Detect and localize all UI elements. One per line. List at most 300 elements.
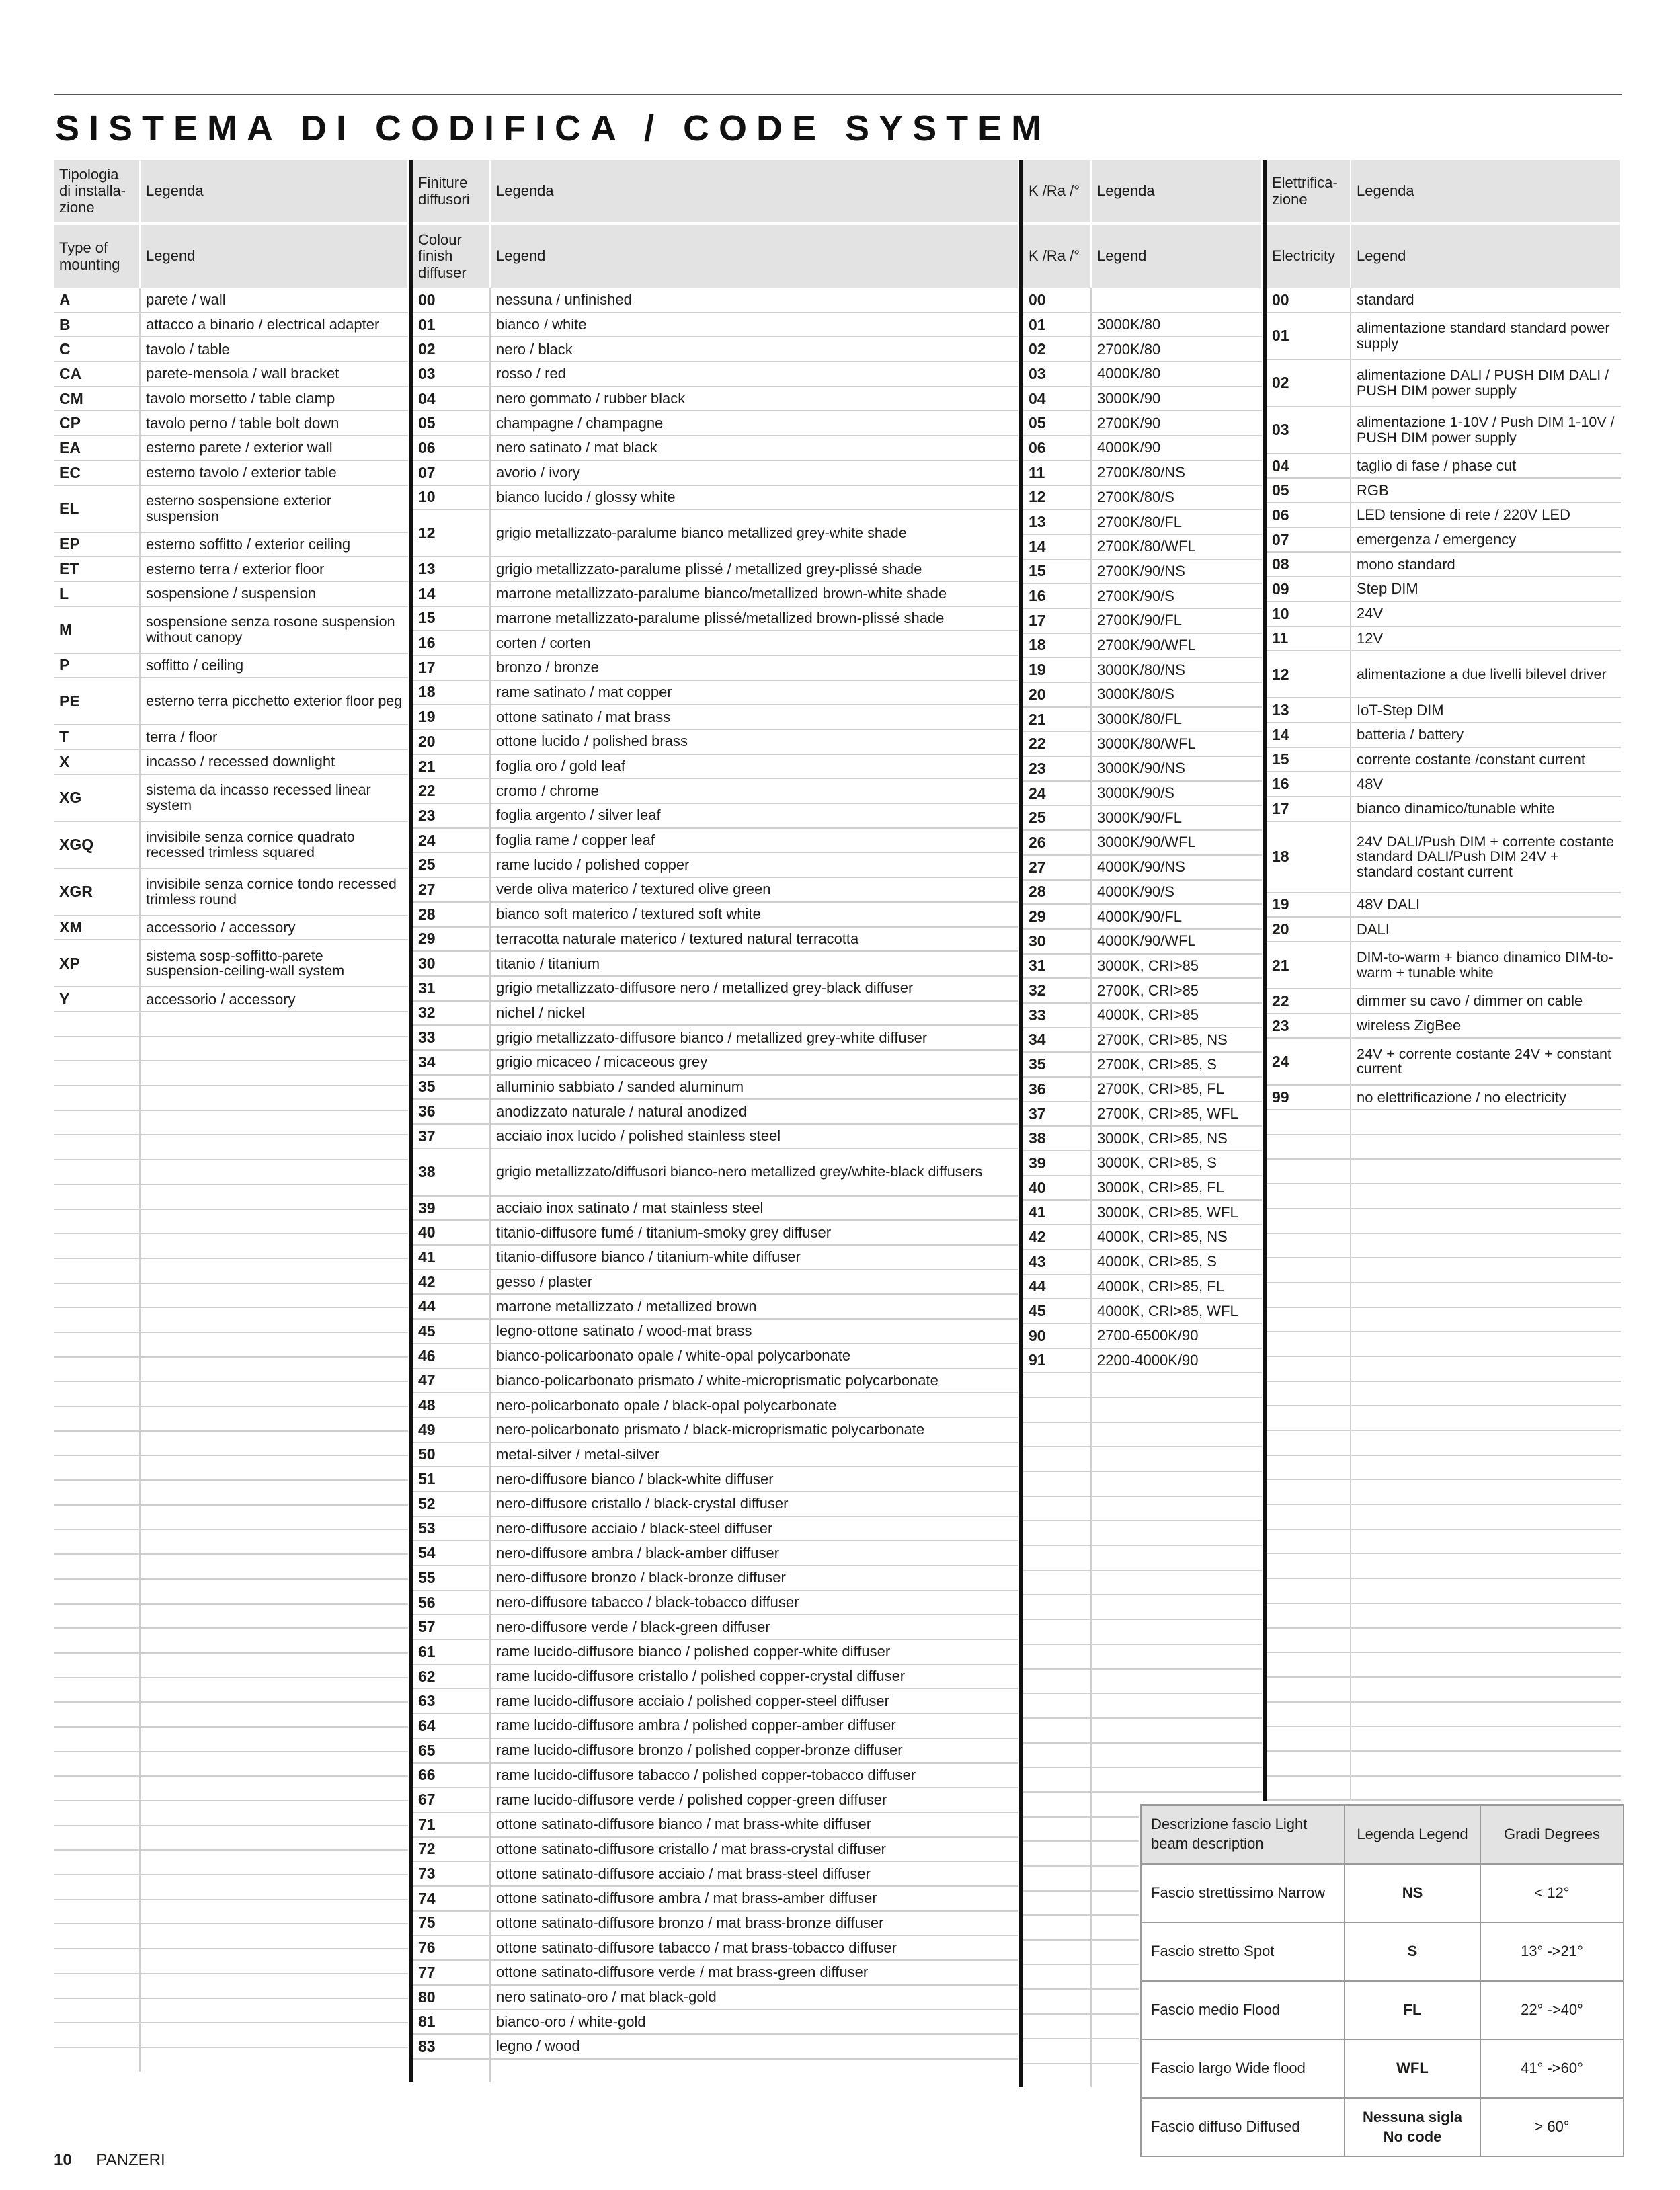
code-row xyxy=(1265,552,1621,577)
code-cell: 15 xyxy=(1265,747,1351,772)
code-cell: A xyxy=(54,288,140,313)
empty-row xyxy=(1265,1406,1621,1430)
legend-cell: ottone satinato-diffusore cristallo / mat brass-crystal diffuser xyxy=(490,1837,1018,1862)
empty-row xyxy=(1265,1504,1621,1529)
code-row xyxy=(1021,1274,1262,1299)
code-row xyxy=(54,749,408,774)
legend-cell: invisibile senza cornice quadrato recessed trimless squared xyxy=(140,821,408,868)
legend-cell: 4000K/90/S xyxy=(1091,880,1262,905)
code-cell: 02 xyxy=(1265,360,1351,407)
legend-cell: acciaio inox lucido / polished stainless steel xyxy=(490,1124,1018,1149)
code-cell: 31 xyxy=(411,976,490,1001)
legend-cell: dimmer su cavo / dimmer on cable xyxy=(1351,989,1621,1014)
code-row xyxy=(54,460,408,485)
code-row xyxy=(1021,1077,1262,1102)
legend-cell: 4000K, CRI>85 xyxy=(1091,1003,1262,1028)
legend-cell: nero satinato-oro / mat black-gold xyxy=(490,1985,1018,2010)
empty-cell xyxy=(1091,1570,1262,1595)
empty-cell xyxy=(54,1801,140,1826)
code-row xyxy=(411,902,1018,927)
legend-cell: alimentazione 1-10V / Push DIM 1-10V / PUSH DIM power supply xyxy=(1351,407,1621,454)
code-row xyxy=(411,1124,1018,1149)
legend-cell: 2700K/80/FL xyxy=(1091,510,1262,534)
empty-cell xyxy=(54,1604,140,1629)
empty-row xyxy=(1265,1776,1621,1801)
legend-cell: sistema da incasso recessed linear system xyxy=(140,774,408,821)
legend-cell: soffitto / ceiling xyxy=(140,653,408,678)
empty-cell xyxy=(1265,1751,1351,1776)
code-cell: 04 xyxy=(411,387,490,411)
empty-cell xyxy=(1265,1233,1351,1258)
code-cell: 21 xyxy=(411,754,490,779)
empty-row xyxy=(1265,1307,1621,1332)
empty-cell xyxy=(140,1110,408,1135)
legend-cell: no elettrificazione / no electricity xyxy=(1351,1085,1621,1110)
legend-cell: 2700K/90/FL xyxy=(1091,608,1262,633)
legend-cell: nessuna / unfinished xyxy=(490,288,1018,313)
code-row xyxy=(411,1590,1018,1615)
legend-cell: 4000K/90/NS xyxy=(1091,855,1262,880)
code-row xyxy=(1265,723,1621,747)
beam-header-legend: Legenda Legend xyxy=(1345,1805,1480,1864)
empty-cell xyxy=(140,1135,408,1160)
code-row xyxy=(1265,626,1621,651)
code-row xyxy=(411,704,1018,729)
code-row xyxy=(1265,698,1621,723)
empty-cell xyxy=(140,1307,408,1332)
legend-cell: 4000K/80 xyxy=(1091,362,1262,387)
empty-cell xyxy=(140,1850,408,1875)
empty-cell xyxy=(1021,1594,1091,1619)
empty-cell xyxy=(1021,1841,1091,1866)
empty-cell xyxy=(1021,1520,1091,1545)
code-cell: 03 xyxy=(1265,407,1351,454)
code-cell: 15 xyxy=(1021,559,1091,584)
code-row xyxy=(411,1664,1018,1689)
empty-cell xyxy=(1265,1603,1351,1628)
code-row xyxy=(411,581,1018,606)
legend-cell: nero-policarbonato prismato / black-microprismatic polycarbonate xyxy=(490,1418,1018,1443)
code-row xyxy=(1021,288,1262,313)
code-cell: 48 xyxy=(411,1393,490,1418)
code-row xyxy=(411,655,1018,680)
code-cell: CA xyxy=(54,362,140,387)
empty-cell xyxy=(54,1628,140,1653)
legend-cell: Step DIM xyxy=(1351,577,1621,602)
legend-cell: grigio micaceo / micaceous grey xyxy=(490,1050,1018,1075)
legend-cell: nero satinato / mat black xyxy=(490,436,1018,460)
col-header-code: K /Ra /° xyxy=(1021,160,1091,224)
empty-row xyxy=(1021,1619,1262,1644)
legend-cell: alluminio sabbiato / sanded aluminum xyxy=(490,1075,1018,1100)
col-header-legend: Legenda xyxy=(140,160,408,224)
code-cell: 14 xyxy=(411,581,490,606)
empty-cell xyxy=(140,1628,408,1653)
code-row xyxy=(411,1196,1018,1221)
code-cell: 61 xyxy=(411,1639,490,1664)
code-cell: 63 xyxy=(411,1689,490,1713)
empty-cell xyxy=(1351,1628,1621,1653)
empty-row xyxy=(1021,1594,1262,1619)
beam-row xyxy=(1141,1864,1624,1922)
legend-cell: ottone lucido / polished brass xyxy=(490,729,1018,754)
code-row xyxy=(1265,1014,1621,1039)
empty-cell xyxy=(1091,1422,1262,1447)
empty-row xyxy=(54,1579,408,1604)
empty-cell xyxy=(54,1974,140,1998)
code-row xyxy=(411,1344,1018,1369)
empty-row xyxy=(1021,1447,1262,1471)
empty-cell xyxy=(1021,2039,1091,2064)
empty-cell xyxy=(140,1061,408,1086)
legend-cell: 4000K/90/FL xyxy=(1091,904,1262,929)
code-row xyxy=(411,1467,1018,1492)
empty-cell xyxy=(140,1776,408,1801)
code-row xyxy=(1021,436,1262,460)
empty-cell xyxy=(1351,1677,1621,1702)
code-row xyxy=(1021,657,1262,682)
col-header-code: Tipologia di installa-zione xyxy=(54,160,140,224)
code-cell: 18 xyxy=(1021,633,1091,658)
empty-cell xyxy=(54,1357,140,1382)
empty-cell xyxy=(54,1307,140,1332)
code-cell: L xyxy=(54,581,140,606)
legend-cell: 3000K/90/FL xyxy=(1091,805,1262,830)
empty-cell xyxy=(1265,1135,1351,1160)
empty-row xyxy=(54,1653,408,1678)
legend-cell: 2200-4000K/90 xyxy=(1091,1348,1262,1373)
code-cell: 33 xyxy=(411,1025,490,1050)
code-cell: 16 xyxy=(1021,583,1091,608)
empty-cell xyxy=(54,1900,140,1924)
empty-cell xyxy=(140,1826,408,1851)
code-cell: 25 xyxy=(411,852,490,877)
code-row xyxy=(54,387,408,411)
empty-cell xyxy=(54,1037,140,1061)
code-row xyxy=(411,1812,1018,1837)
code-cell: 20 xyxy=(1265,917,1351,942)
legend-cell: bianco lucido / glossy white xyxy=(490,485,1018,510)
code-cell: 40 xyxy=(411,1220,490,1245)
legend-cell: ottone satinato-diffusore verde / mat brass-green diffuser xyxy=(490,1960,1018,1985)
empty-cell xyxy=(54,1381,140,1406)
code-row xyxy=(411,729,1018,754)
empty-cell xyxy=(1351,1135,1621,1160)
legend-cell: rame lucido-diffusore tabacco / polished copper-tobacco diffuser xyxy=(490,1763,1018,1788)
empty-cell xyxy=(140,1604,408,1629)
empty-cell xyxy=(140,1209,408,1234)
empty-cell xyxy=(1021,1718,1091,1743)
legend-cell: gesso / plaster xyxy=(490,1270,1018,1295)
code-row xyxy=(54,485,408,532)
code-row xyxy=(411,1418,1018,1443)
empty-row xyxy=(54,1628,408,1653)
empty-cell xyxy=(1091,1718,1262,1743)
legend-cell: DIM-to-warm + bianco dinamico DIM-to-warm + tunable white xyxy=(1351,942,1621,989)
legend-cell: 2700K/90/WFL xyxy=(1091,633,1262,658)
empty-cell xyxy=(1091,1619,1262,1644)
legend-cell: titanio / titanium xyxy=(490,951,1018,976)
empty-row xyxy=(1265,1430,1621,1455)
empty-cell xyxy=(1091,1743,1262,1768)
code-cell: 65 xyxy=(411,1738,490,1763)
empty-cell xyxy=(1265,1455,1351,1480)
code-row xyxy=(1021,337,1262,362)
legend-cell: 3000K, CRI>85, NS xyxy=(1091,1126,1262,1151)
code-cell: 17 xyxy=(1265,797,1351,821)
top-rule xyxy=(54,94,1622,95)
legend-cell: parete-mensola / wall bracket xyxy=(140,362,408,387)
code-row xyxy=(54,288,408,313)
col-header-code: Finiture diffusori xyxy=(411,160,490,224)
empty-row xyxy=(1021,1693,1262,1718)
code-row xyxy=(54,821,408,868)
empty-cell xyxy=(1021,2064,1091,2088)
code-cell: 32 xyxy=(411,1001,490,1026)
legend-cell: nero gommato / rubber black xyxy=(490,387,1018,411)
empty-row xyxy=(1021,1669,1262,1694)
legend-cell: grigio metallizzato-diffusore nero / metallized grey-black diffuser xyxy=(490,976,1018,1001)
empty-row xyxy=(54,1678,408,1703)
legend-cell: rame lucido-diffusore ambra / polished copper-amber diffuser xyxy=(490,1713,1018,1738)
empty-cell xyxy=(54,1727,140,1752)
legend-cell: 48V DALI xyxy=(1351,893,1621,918)
code-cell: 12 xyxy=(411,510,490,557)
code-row xyxy=(1021,460,1262,485)
code-row xyxy=(411,1075,1018,1100)
legend-cell: bianco dinamico/tunable white xyxy=(1351,797,1621,821)
empty-cell xyxy=(1021,1447,1091,1471)
legend-cell: ottone satinato / mat brass xyxy=(490,704,1018,729)
empty-row xyxy=(1265,1209,1621,1233)
empty-row xyxy=(1265,1702,1621,1727)
empty-cell xyxy=(1021,1915,1091,1940)
empty-row xyxy=(54,1752,408,1777)
empty-cell xyxy=(1351,1652,1621,1677)
code-row xyxy=(1265,528,1621,553)
legend-cell: wireless ZigBee xyxy=(1351,1014,1621,1039)
code-row xyxy=(411,1763,1018,1788)
empty-cell xyxy=(1351,1479,1621,1504)
empty-cell xyxy=(54,1554,140,1579)
empty-row xyxy=(54,1900,408,1924)
code-row xyxy=(1021,781,1262,806)
legend-cell: 4000K, CRI>85, FL xyxy=(1091,1274,1262,1299)
empty-row xyxy=(54,1480,408,1505)
code-row xyxy=(54,606,408,653)
empty-row xyxy=(54,1850,408,1875)
code-cell: 10 xyxy=(411,485,490,510)
empty-row xyxy=(1265,1479,1621,1504)
code-row xyxy=(1265,917,1621,942)
legend-cell: avorio / ivory xyxy=(490,460,1018,485)
code-cell: 27 xyxy=(1021,855,1091,880)
code-cell: XGQ xyxy=(54,821,140,868)
code-cell: 01 xyxy=(1265,313,1351,360)
empty-row xyxy=(1265,1135,1621,1160)
empty-cell xyxy=(1021,1693,1091,1718)
code-cell: 37 xyxy=(1021,1102,1091,1127)
code-cell: 13 xyxy=(1021,510,1091,534)
legend-cell: 48V xyxy=(1351,772,1621,797)
code-row xyxy=(1021,855,1262,880)
page-footer xyxy=(54,2151,165,2170)
code-row xyxy=(411,1689,1018,1713)
code-row xyxy=(411,828,1018,853)
empty-cell xyxy=(140,1381,408,1406)
code-row xyxy=(411,2009,1018,2034)
code-cell: 21 xyxy=(1021,707,1091,732)
code-row xyxy=(411,1960,1018,1985)
code-cell: C xyxy=(54,337,140,362)
code-row xyxy=(54,868,408,916)
code-cell: 24 xyxy=(1265,1038,1351,1085)
brand-name: PANZERI xyxy=(96,2151,165,2169)
code-cell: 16 xyxy=(1265,772,1351,797)
code-cell: 47 xyxy=(411,1369,490,1393)
legend-cell: accessorio / accessory xyxy=(140,987,408,1012)
empty-cell xyxy=(140,1332,408,1357)
empty-row xyxy=(54,1061,408,1086)
code-row xyxy=(1021,805,1262,830)
code-cell: 17 xyxy=(1021,608,1091,633)
legend-cell: batteria / battery xyxy=(1351,723,1621,747)
code-cell: XGR xyxy=(54,868,140,916)
empty-cell xyxy=(54,1012,140,1037)
legend-cell: 3000K/80/FL xyxy=(1091,707,1262,732)
code-cell: 41 xyxy=(411,1245,490,1270)
empty-cell xyxy=(1021,1817,1091,1842)
code-cell: 40 xyxy=(1021,1176,1091,1201)
beam-description: Fascio largo Wide flood xyxy=(1141,2039,1345,2098)
empty-cell xyxy=(54,1702,140,1727)
code-row xyxy=(411,1639,1018,1664)
code-cell: 01 xyxy=(411,313,490,337)
empty-cell xyxy=(140,2023,408,2047)
code-cell: 81 xyxy=(411,2009,490,2034)
empty-cell xyxy=(1091,1397,1262,1422)
legend-cell: alimentazione a due livelli bilevel driver xyxy=(1351,651,1621,698)
code-row xyxy=(1021,1126,1262,1151)
empty-row xyxy=(54,1776,408,1801)
beam-row xyxy=(1141,2098,1624,2156)
code-cell: 15 xyxy=(411,606,490,631)
code-cell: 73 xyxy=(411,1861,490,1886)
empty-cell xyxy=(1021,1965,1091,1990)
legend-cell: attacco a binario / electrical adapter xyxy=(140,313,408,337)
code-row xyxy=(411,411,1018,436)
legend-cell: rame satinato / mat copper xyxy=(490,680,1018,705)
code-row xyxy=(54,337,408,362)
legend-cell: 4000K, CRI>85, NS xyxy=(1091,1225,1262,1250)
code-row xyxy=(1021,929,1262,954)
legend-cell: foglia rame / copper leaf xyxy=(490,828,1018,853)
code-row xyxy=(1021,608,1262,633)
empty-cell xyxy=(1265,1406,1351,1430)
empty-row xyxy=(1265,1628,1621,1653)
code-cell: 34 xyxy=(1021,1028,1091,1053)
code-cell: 62 xyxy=(411,1664,490,1689)
legend-cell: invisibile senza cornice tondo recessed trimless round xyxy=(140,868,408,916)
empty-row xyxy=(54,1209,408,1234)
empty-cell xyxy=(1351,1332,1621,1356)
code-row xyxy=(411,1541,1018,1566)
empty-cell xyxy=(140,1875,408,1900)
empty-cell xyxy=(1265,1702,1351,1727)
code-cell: 22 xyxy=(411,778,490,803)
code-cell: T xyxy=(54,725,140,749)
legend-cell: 3000K, CRI>85, S xyxy=(1091,1151,1262,1176)
empty-cell xyxy=(1021,1422,1091,1447)
legend-cell: sistema sosp-soffitto-parete suspension-ceiling-wall system xyxy=(140,940,408,987)
code-cell: 76 xyxy=(411,1935,490,1960)
code-cell: 24 xyxy=(1021,781,1091,806)
legend-cell: 24V + corrente costante 24V + constant current xyxy=(1351,1038,1621,1085)
empty-row xyxy=(54,1406,408,1431)
code-cell: 51 xyxy=(411,1467,490,1492)
code-cell: 30 xyxy=(1021,929,1091,954)
code-cell: 35 xyxy=(1021,1052,1091,1077)
empty-cell xyxy=(140,1258,408,1283)
empty-cell xyxy=(140,1702,408,1727)
empty-cell xyxy=(1265,1381,1351,1406)
code-row xyxy=(1265,602,1621,626)
code-row xyxy=(411,877,1018,902)
code-row xyxy=(1021,682,1262,707)
empty-cell xyxy=(140,1086,408,1110)
legend-cell: 4000K, CRI>85, WFL xyxy=(1091,1299,1262,1324)
legend-cell: alimentazione DALI / PUSH DIM DALI / PUSH DIM power supply xyxy=(1351,360,1621,407)
legend-cell: rame lucido / polished copper xyxy=(490,852,1018,877)
empty-cell xyxy=(54,1505,140,1530)
code-row xyxy=(411,1270,1018,1295)
legend-cell: DALI xyxy=(1351,917,1621,942)
code-row xyxy=(1265,1085,1621,1110)
legend-cell: anodizzato naturale / natural anodized xyxy=(490,1099,1018,1124)
empty-row xyxy=(54,1455,408,1480)
empty-cell xyxy=(1265,1504,1351,1529)
code-row xyxy=(411,2034,1018,2059)
code-cell: 35 xyxy=(411,1075,490,1100)
empty-cell xyxy=(1351,1283,1621,1307)
code-row xyxy=(1021,1225,1262,1250)
empty-cell xyxy=(1265,1258,1351,1283)
code-cell: CP xyxy=(54,411,140,436)
code-cell: 00 xyxy=(411,288,490,313)
code-cell: 44 xyxy=(1021,1274,1091,1299)
code-row xyxy=(54,557,408,581)
code-cell: 19 xyxy=(1265,893,1351,918)
legend-cell: 12V xyxy=(1351,626,1621,651)
code-cell: 04 xyxy=(1021,387,1091,411)
code-cell: Y xyxy=(54,987,140,1012)
empty-cell xyxy=(54,1455,140,1480)
empty-cell xyxy=(54,1135,140,1160)
empty-cell xyxy=(140,1455,408,1480)
page-number: 10 xyxy=(54,2151,72,2169)
code-row xyxy=(1021,411,1262,436)
code-cell: 28 xyxy=(411,902,490,927)
code-row xyxy=(54,774,408,821)
legend-cell: acciaio inox satinato / mat stainless steel xyxy=(490,1196,1018,1221)
code-cell: X xyxy=(54,749,140,774)
code-cell: 07 xyxy=(1265,528,1351,553)
code-row xyxy=(1265,577,1621,602)
code-row xyxy=(1265,772,1621,797)
code-cell: 43 xyxy=(1021,1250,1091,1274)
code-row xyxy=(411,313,1018,337)
empty-row xyxy=(1021,1471,1262,1496)
